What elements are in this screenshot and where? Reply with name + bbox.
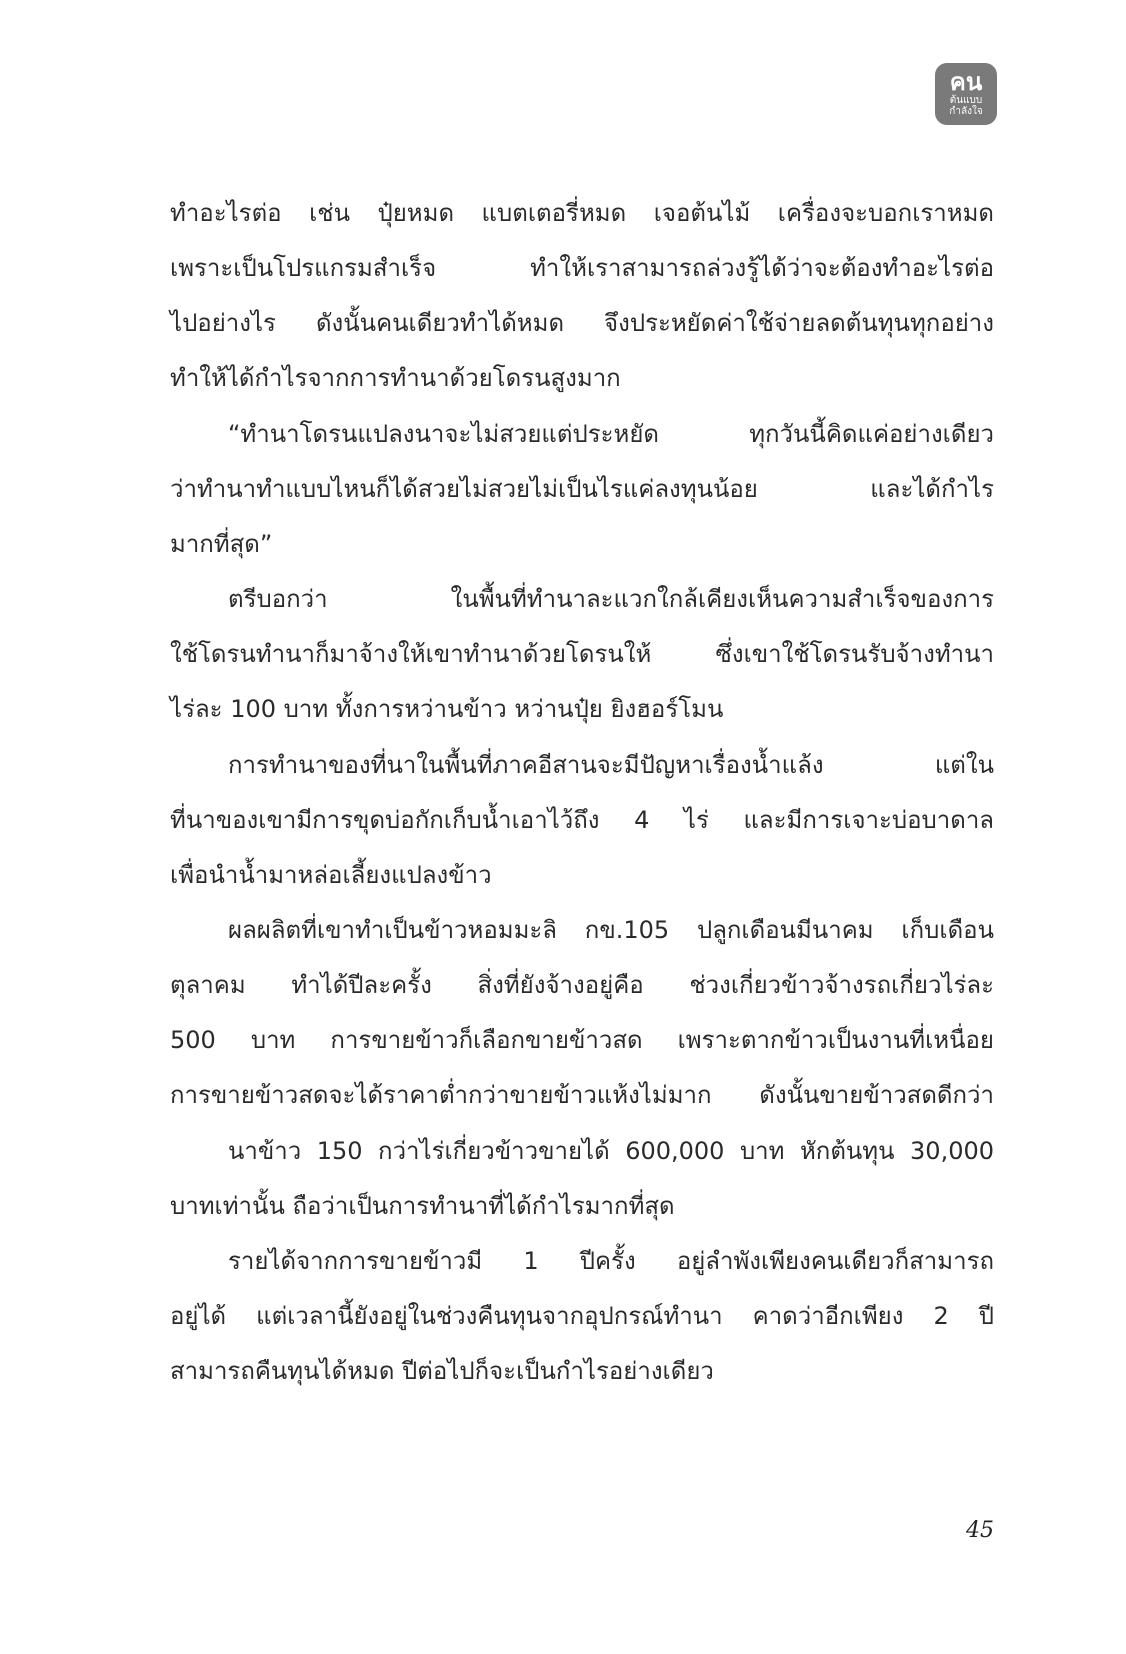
text-line-9: ใช้โดรนทำนาก็มาจ้างให้เขาทำนาด้วยโดรนให้ ซึ่งเขาใช้โดรนรับจ้างทำนา bbox=[170, 640, 994, 668]
logo-sub-text-1: ต้นแบบ bbox=[949, 94, 983, 106]
logo-sub-text-2: กำลังใจ bbox=[949, 105, 983, 117]
logo-main-text: คน bbox=[949, 67, 983, 96]
text-line-8: ตรีบอกว่า ในพื้นที่ทำนาละแวกใกล้เคียงเห็นความสำเร็จของการ bbox=[228, 585, 994, 613]
text-line-4: ทำให้ได้กำไรจากการทำนาด้วยโดรนสูงมาก bbox=[170, 364, 621, 392]
text-line-21: อยู่ได้ แต่เวลานี้ยังอยู่ในช่วงคืนทุนจากอุปกรณ์ทำนา คาดว่าอีกเพียง 2 ปี bbox=[170, 1302, 994, 1330]
text-line-20: รายได้จากการขายข้าวมี 1 ปีครั้ง อยู่ลำพังเพียงคนเดียวก็สามารถ bbox=[228, 1247, 994, 1275]
text-line-18: นาข้าว 150 กว่าไร่เกี่ยวข้าวขายได้ 600,000 บาท หักต้นทุน 30,000 bbox=[228, 1137, 994, 1165]
text-line-16: 500 บาท การขายข้าวก็เลือกขายข้าวสด เพราะตากข้าวเป็นงานที่เหนื่อย bbox=[170, 1026, 994, 1054]
text-line-22: สามารถคืนทุนได้หมด ปีต่อไปก็จะเป็นกำไรอย่างเดียว bbox=[170, 1357, 714, 1385]
text-line-19: บาทเท่านั้น ถือว่าเป็นการทำนาที่ได้กำไรมากที่สุด bbox=[170, 1192, 675, 1220]
text-line-7: มากที่สุด” bbox=[170, 530, 273, 558]
text-line-17: การขายข้าวสดจะได้ราคาต่ำกว่าขายข้าวแห้งไม่มาก ดังนั้นขายข้าวสดดีกว่า bbox=[170, 1081, 994, 1109]
text-line-6: ว่าทำนาทำแบบไหนก็ได้สวยไม่สวยไม่เป็นไรแค่ลงทุนน้อย และได้กำไร bbox=[170, 475, 994, 503]
page-number: 45 bbox=[966, 1518, 994, 1543]
text-line-11: การทำนาของที่นาในพื้นที่ภาคอีสานจะมีปัญหาเรื่องน้ำแล้ง แต่ใน bbox=[228, 751, 994, 779]
text-line-3: ไปอย่างไร ดังนั้นคนเดียวทำได้หมด จึงประหยัดค่าใช้จ่ายลดต้นทุนทุกอย่าง bbox=[170, 309, 994, 337]
text-line-5: “ทำนาโดรนแปลงนาจะไม่สวยแต่ประหยัด ทุกวันนี้คิดแค่อย่างเดียว bbox=[228, 420, 994, 448]
text-line-1: ทำอะไรต่อ เช่น ปุ๋ยหมด แบตเตอรี่หมด เจอต้นไม้ เครื่องจะบอกเราหมด bbox=[170, 199, 994, 227]
text-line-10: ไร่ละ 100 บาท ทั้งการหว่านข้าว หว่านปุ๋ย ยิงฮอร์โมน bbox=[170, 695, 724, 723]
text-line-14: ผลผลิตที่เขาทำเป็นข้าวหอมมะลิ กข.105 ปลูกเดือนมีนาคม เก็บเดือน bbox=[228, 916, 994, 944]
text-line-15: ตุลาคม ทำได้ปีละครั้ง สิ่งที่ยังจ้างอยู่คือ ช่วงเกี่ยวข้าวจ้างรถเกี่ยวไร่ละ bbox=[170, 971, 994, 999]
text-line-13: เพื่อนำน้ำมาหล่อเลี้ยงแปลงข้าว bbox=[170, 861, 492, 889]
text-line-12: ที่นาของเขามีการขุดบ่อกักเก็บน้ำเอาไว้ถึง 4 ไร่ และมีการเจาะบ่อบาดาล bbox=[170, 806, 994, 834]
book-logo-badge bbox=[935, 63, 997, 125]
text-line-2: เพราะเป็นโปรแกรมสำเร็จ ทำให้เราสามารถล่วงรู้ได้ว่าจะต้องทำอะไรต่อ bbox=[170, 254, 994, 282]
